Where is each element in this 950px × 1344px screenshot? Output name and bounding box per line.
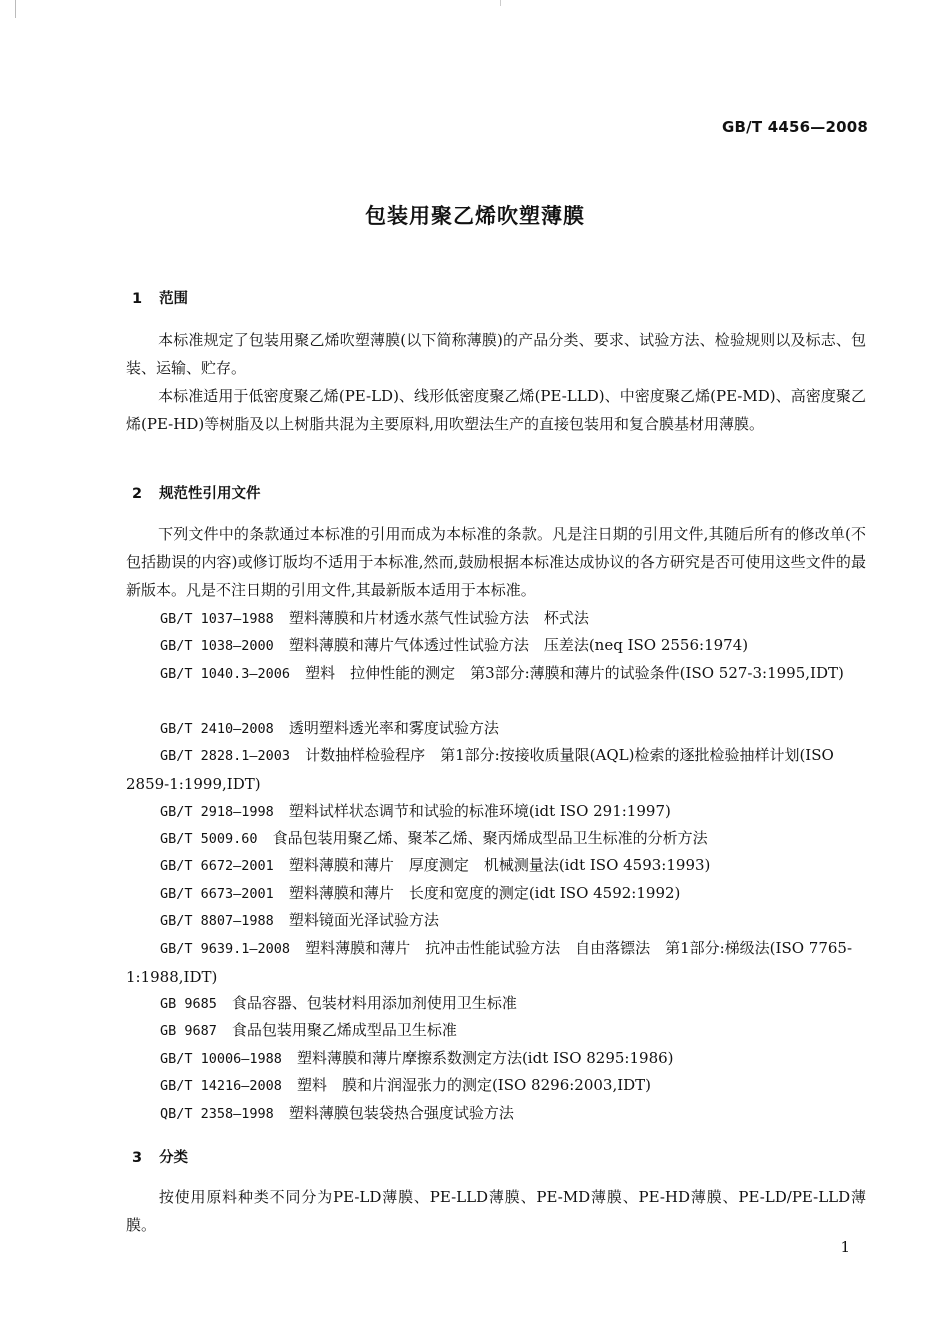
reference-title: 塑料薄膜和薄片气体透过性试验方法 压差法(neq ISO 2556:1974) bbox=[288, 636, 749, 654]
section-number: 3 bbox=[132, 1150, 143, 1166]
section-title: 分类 bbox=[159, 1150, 189, 1166]
reference-code: GB/T 14216—2008 bbox=[160, 1078, 282, 1094]
reference-title: 食品包装用聚乙烯、聚苯乙烯、聚丙烯成型品卫生标准的分析方法 bbox=[272, 829, 708, 847]
section-heading-classification bbox=[132, 1146, 188, 1167]
reference-title: 透明塑料透光率和雾度试验方法 bbox=[288, 719, 499, 737]
reference-item bbox=[126, 631, 866, 660]
reference-item bbox=[126, 989, 866, 1018]
reference-item bbox=[126, 879, 866, 908]
section-number: 2 bbox=[132, 486, 143, 502]
reference-item bbox=[126, 1071, 866, 1100]
reference-title: 计数抽样检验程序 第1部分:按接收质量限(AQL)检索的逐批检验抽样计划(ISO 2859-1:1999,IDT) bbox=[126, 746, 834, 793]
reference-title: 塑料薄膜和片材透水蒸气性试验方法 杯式法 bbox=[288, 609, 589, 627]
paragraph bbox=[126, 326, 866, 382]
reference-code: GB/T 2918—1998 bbox=[160, 804, 274, 820]
page-number: 1 bbox=[840, 1238, 850, 1256]
section-number: 1 bbox=[132, 291, 143, 307]
section-heading-references bbox=[132, 482, 261, 503]
section-title: 范围 bbox=[159, 291, 189, 307]
reference-item bbox=[126, 741, 866, 798]
reference-code: GB/T 6673—2001 bbox=[160, 886, 274, 902]
reference-code: GB 9687 bbox=[160, 1023, 217, 1039]
section-title: 规范性引用文件 bbox=[159, 486, 261, 502]
reference-code: GB/T 8807—1988 bbox=[160, 913, 274, 929]
reference-item bbox=[126, 1099, 866, 1128]
reference-title: 塑料薄膜和薄片摩擦系数测定方法(idt ISO 8295:1986) bbox=[296, 1049, 674, 1067]
standard-code: GB/T 4456—2008 bbox=[722, 118, 868, 136]
paragraph-text: 下列文件中的条款通过本标准的引用而成为本标准的条款。凡是注日期的引用文件,其随后所有的修改单(不包括勘误的内容)或修订版均不适用于本标准,然而,鼓励根据本标准达成协议的各方研究是否可使用这些文件的最新版本。凡是不注日期的引用文件,其最新版本适用于本标准。 bbox=[126, 525, 866, 599]
reference-code: QB/T 2358—1998 bbox=[160, 1106, 274, 1122]
paragraph-text: 本标准规定了包装用聚乙烯吹塑薄膜(以下简称薄膜)的产品分类、要求、试验方法、检验规则以及标志、包装、运输、贮存。 bbox=[126, 331, 866, 377]
reference-item bbox=[126, 797, 866, 826]
reference-code: GB/T 10006—1988 bbox=[160, 1051, 282, 1067]
reference-code: GB/T 6672—2001 bbox=[160, 858, 274, 874]
paragraph bbox=[126, 520, 866, 604]
reference-title: 食品包装用聚乙烯成型品卫生标准 bbox=[231, 1021, 457, 1039]
reference-item bbox=[126, 824, 866, 853]
reference-item bbox=[126, 659, 866, 688]
reference-title: 塑料试样状态调节和试验的标准环境(idt ISO 291:1997) bbox=[288, 802, 671, 820]
reference-title: 塑料薄膜和薄片 抗冲击性能试验方法 自由落镖法 第1部分:梯级法(ISO 7765-1:1988,IDT) bbox=[126, 939, 853, 986]
paragraph bbox=[126, 382, 866, 438]
reference-title: 塑料 拉伸性能的测定 第3部分:薄膜和薄片的试验条件(ISO 527-3:1995,IDT) bbox=[305, 664, 844, 682]
reference-code: GB/T 9639.1—2008 bbox=[160, 941, 291, 957]
document-title: 包装用聚乙烯吹塑薄膜 bbox=[365, 204, 585, 228]
reference-title: 塑料薄膜包装袋热合强度试验方法 bbox=[288, 1104, 514, 1122]
reference-title: 塑料镜面光泽试验方法 bbox=[288, 911, 439, 929]
reference-code: GB/T 2828.1—2003 bbox=[160, 748, 291, 764]
reference-item bbox=[126, 851, 866, 880]
reference-code: GB/T 1037—1988 bbox=[160, 611, 274, 627]
paragraph-text: 按使用原料种类不同分为PE-LD薄膜、PE-LLD薄膜、PE-MD薄膜、PE-HD薄膜、PE-LD/PE-LLD薄膜。 bbox=[126, 1188, 866, 1234]
paragraph-text: 本标准适用于低密度聚乙烯(PE-LD)、线形低密度聚乙烯(PE-LLD)、中密度聚乙烯(PE-MD)、高密度聚乙烯(PE-HD)等树脂及以上树脂共混为主要原料,用吹塑法生产的直接包装用和复合膜基材用薄膜。 bbox=[126, 387, 866, 433]
reference-title: 塑料薄膜和薄片 厚度测定 机械测量法(idt ISO 4593:1993) bbox=[288, 856, 711, 874]
section-heading-scope bbox=[132, 287, 188, 308]
reference-item bbox=[126, 1044, 866, 1073]
reference-code: GB/T 2410—2008 bbox=[160, 721, 274, 737]
reference-title: 塑料 膜和片润湿张力的测定(ISO 8296:2003,IDT) bbox=[296, 1076, 652, 1094]
reference-item bbox=[126, 934, 866, 991]
reference-code: GB 9685 bbox=[160, 996, 217, 1012]
paragraph bbox=[126, 1183, 866, 1239]
reference-code: GB/T 5009.60 bbox=[160, 831, 258, 847]
reference-code: GB/T 1040.3—2006 bbox=[160, 666, 291, 682]
scan-top-mark bbox=[500, 0, 501, 6]
reference-title: 食品容器、包装材料用添加剂使用卫生标准 bbox=[231, 994, 517, 1012]
reference-code: GB/T 1038—2000 bbox=[160, 638, 274, 654]
reference-item bbox=[126, 1016, 866, 1045]
reference-item bbox=[126, 906, 866, 935]
reference-title: 塑料薄膜和薄片 长度和宽度的测定(idt ISO 4592:1992) bbox=[288, 884, 681, 902]
reference-item bbox=[126, 714, 866, 743]
reference-item bbox=[126, 604, 866, 633]
scan-edge-mark bbox=[15, 0, 16, 18]
